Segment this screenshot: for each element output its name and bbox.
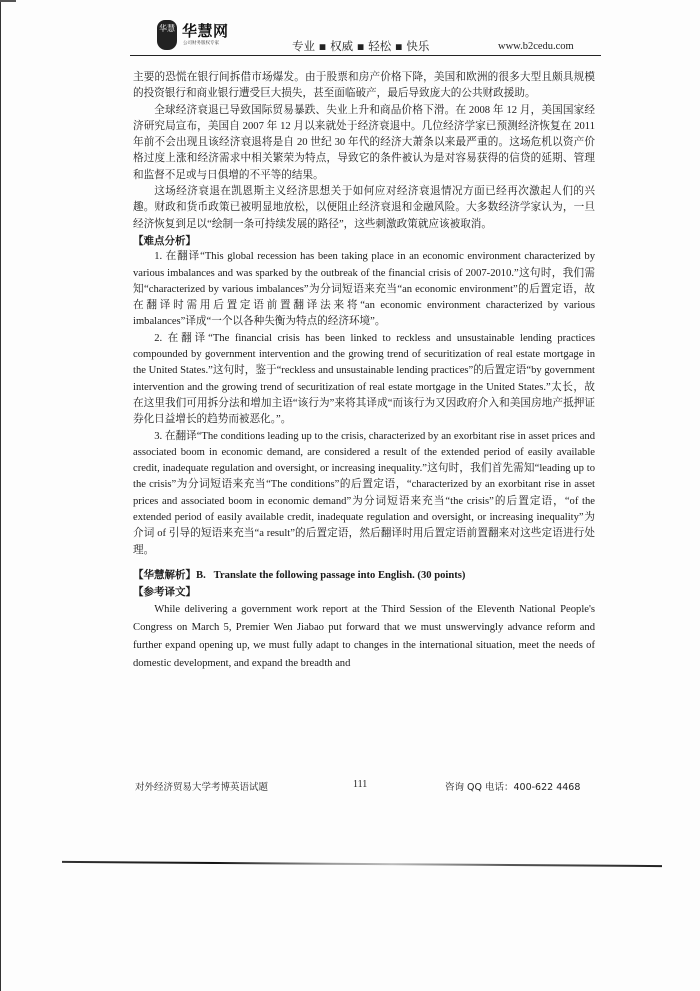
reference-translation-heading: 【参考译文】 — [133, 586, 196, 599]
footer-title: 对外经济贸易大学考博英语试题 — [135, 782, 269, 793]
page-number: 111 — [353, 779, 368, 790]
logo-name: 华慧网 — [182, 22, 229, 40]
page-header — [130, 8, 600, 58]
header-divider — [130, 55, 601, 56]
section-b-heading — [133, 567, 595, 584]
scan-left-edge — [0, 0, 1, 991]
analysis-heading: 【难点分析】 — [133, 234, 196, 247]
section-b-title: Translate the following passage into English. (30 points) — [213, 569, 466, 581]
analysis-point-3: 3. 在翻译“The conditions leading up to the crisis, characterized by an exorbitant rise in asset prices and associated boom in economic demand, are considered a result of the extended period of easily available credit, inadequate regulation and oversight, or increasing inequality.”这句时，我们首先需知“leading up to the crisis”为分词短语来充当“The conditions”的后置定语，“characterized by an exorbitant rise in asset prices and associated boom in economic demand”为分词短语来充当“the crisis”的后置定语，“of the extended period of easily available credit, inadequate regulation and oversight, or increasing inequality”为介词 of 引导的短语来充当“a result”的后置定语，然后翻译时用后置定语前置翻来对这些定语进行处理。 — [133, 430, 595, 556]
section-b-label: B. — [196, 569, 206, 581]
scan-smudge — [0, 0, 16, 2]
header-slogan: 专业 ▪ 权威 ▪ 轻松 ▪ 快乐 — [292, 39, 430, 53]
section-b-tag: 【华慧解析】 — [133, 568, 196, 581]
paragraph-2: 全球经济衰退已导致国际贸易暴跌、失业上升和商品价格下滑。在 2008 年 12 月，美国国家经济研究局宣布，美国自 2007 年 12 月以来就处于经济衰退中。几位经济学家已预测经济恢复在 2011 年前不会出现且该经济衰退将是自 20 世纪 30 年代的经济大萧条以来最严重的。这场危机以资产价格过度上涨和经济需求中相关繁荣为特点，导致它的条件被认为是对容易获得的信贷的延期、管理和监督不足或与日俱增的不平等的结果。 — [133, 104, 595, 181]
analysis-point-2: 2. 在翻译“The financial crisis has been linked to reckless and unsustainable lending practices compounded by government intervention and the growing trend of securitization of real estate mortgage in the United States.”这句时，鉴于“reckless and unsustainable lending practices”的后置定语“by government intervention and the growing trend of securitization of real estate mortgage in the United States.”太长，故在这里我们可用拆分法和增加主语“该行为”来将其译成“而该行为又因政府介入和美国房地产抵押证券化日益增长的趋势而被恶化。”。 — [133, 332, 595, 426]
header-website: www.b2cedu.com — [498, 41, 574, 52]
scan-bottom-line — [62, 861, 662, 867]
logo-icon: 华慧 — [157, 20, 177, 50]
paragraph-3: 这场经济衰退在凯恩斯主义经济思想关于如何应对经济衰退情况方面已经再次激起人们的兴趣。财政和货币政策已被明显地放松，以便阻止经济衰退和金融风险。大多数经济学家认为，一旦经济恢复到足以“绘制一条可持续发展的路径”，这些刺激政策就应该被取消。 — [133, 186, 595, 230]
logo-tagline: 公司财务版权专家 — [183, 41, 219, 46]
reference-translation-text: While delivering a government work report at the Third Session of the Eleventh National People's Congress on March 5, Premier Wen Jiabao put forward that we must unswervingly advance reform and further expand opening up, we must fully adapt to changes in the international situation, meet the needs of domestic development, and expand the breadth and — [133, 603, 595, 669]
footer-contact: 咨询 QQ 电话：400-622 4468 — [445, 782, 581, 793]
page-body — [133, 70, 595, 673]
paragraph-1: 主要的恐慌在银行间拆借市场爆发。由于股票和房产价格下降，美国和欧洲的很多大型且颇具规模的投资银行和商业银行遭受巨大损失，甚至面临破产，最后导致庞大的公共财政援助。 — [133, 72, 595, 100]
analysis-point-1: 1. 在翻译“This global recession has been taking place in an economic environment characterized by various imbalances and was sparked by the outbreak of the financial crisis of 2007-2010.”这句时，我们需知“characterized by various imbalances”为分词短语来充当“an economic environment”的后置定语，故在翻译时需用后置定语前置翻译法来将“an economic environment characterized by various imbalances”译成“一个以各种失衡为特点的经济环境”。 — [133, 251, 595, 328]
